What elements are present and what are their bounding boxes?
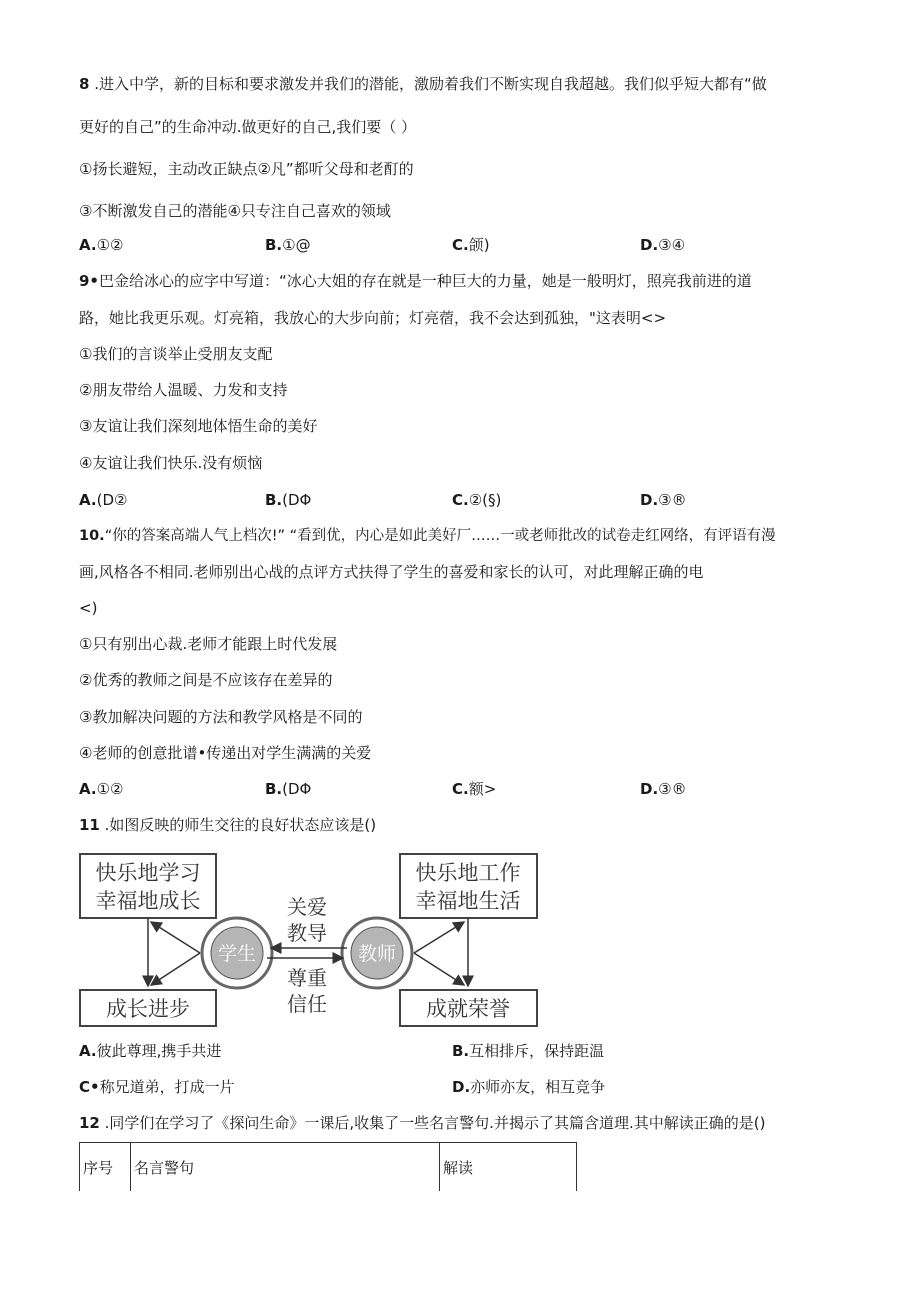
q9-stem-2: 路，她比我更乐观。灯亮箱，我放心的大步向前；灯亮蓿，我不会达到孤独，"这表明<> bbox=[79, 309, 667, 327]
q11-option-a[interactable] bbox=[79, 1041, 221, 1061]
q8-line1 bbox=[79, 74, 767, 94]
option-text: ③® bbox=[658, 491, 687, 509]
q9-option-c[interactable] bbox=[452, 490, 501, 510]
option-text: 额> bbox=[468, 780, 497, 798]
q8-number: 8 bbox=[79, 75, 90, 93]
q8-option-d[interactable] bbox=[640, 235, 685, 255]
arrow-student-to-goals bbox=[151, 922, 200, 953]
q9-number: 9• bbox=[79, 272, 100, 290]
q9-statement-1: ①我们的言谈举止受朋友支配 bbox=[79, 345, 273, 363]
option-key: D. bbox=[640, 780, 659, 798]
option-text: ②(§) bbox=[468, 491, 502, 509]
q11-stem: .如图反映的师生交往的良好状态应该是() bbox=[99, 816, 377, 834]
care-label: 关爱 bbox=[287, 895, 327, 919]
option-key: B. bbox=[452, 1042, 470, 1060]
q8-stem-2: 更好的自己”的生命冲动.做更好的自己,我们要（ ） bbox=[79, 118, 417, 136]
option-text: ①@ bbox=[282, 236, 311, 254]
option-key: C. bbox=[452, 491, 469, 509]
option-key: B. bbox=[265, 780, 283, 798]
option-key: A. bbox=[79, 491, 97, 509]
option-text: 称兄道弟，打成一片 bbox=[99, 1078, 235, 1096]
option-text: (DΦ bbox=[282, 780, 312, 798]
box-teacher-goals-line1: 快乐地工作 bbox=[415, 861, 521, 885]
box-student-goals-line1: 快乐地学习 bbox=[95, 861, 201, 885]
q10-statement-3: ③教加解决问题的方法和教学风格是不同的 bbox=[79, 708, 363, 726]
option-key: D. bbox=[452, 1078, 471, 1096]
q9-statement-3: ③友谊让我们深刻地体悟生命的美好 bbox=[79, 417, 318, 435]
header-index: 序号 bbox=[80, 1143, 131, 1192]
q10-statement-2: ②优秀的教师之间是不应该存在差异的 bbox=[79, 671, 333, 689]
q8-option-c[interactable] bbox=[452, 235, 490, 255]
option-text: ①② bbox=[96, 236, 124, 254]
respect-label: 尊重 bbox=[287, 966, 327, 990]
teacher-student-diagram bbox=[79, 852, 539, 1030]
option-key: A. bbox=[79, 1042, 97, 1060]
q10-number: 10. bbox=[79, 528, 105, 544]
q8-stem-1: .进入中学，新的目标和要求激发并我们的潜能，激励着我们不断实现自我超越。我们似乎短大都有“做 bbox=[89, 75, 767, 93]
q11-number: 11 bbox=[79, 816, 100, 834]
option-text: ①② bbox=[96, 780, 124, 798]
q8-statement-2: ③不断激发自己的潜能④只专注自己喜欢的领域 bbox=[79, 202, 391, 220]
q9-line1 bbox=[79, 271, 752, 291]
q10-stem-1: “你的答案高端人气上档次!” “看到优，内心是如此美好厂……一或老师批改的试卷走红网络，有评语有漫 bbox=[104, 528, 776, 544]
q11-option-d[interactable] bbox=[452, 1077, 605, 1097]
q9-option-a[interactable] bbox=[79, 490, 127, 510]
trust-label: 信任 bbox=[287, 992, 327, 1016]
box-student-goals-line2: 幸福地成长 bbox=[95, 889, 201, 913]
option-key: B. bbox=[265, 491, 283, 509]
header-interpretation: 解读 bbox=[440, 1143, 577, 1192]
student-label: 学生 bbox=[217, 943, 257, 965]
q9-statement-2: ②朋友带给人温暖、力发和支持 bbox=[79, 381, 288, 399]
option-key: D. bbox=[640, 236, 659, 254]
option-key: B. bbox=[265, 236, 283, 254]
guide-label: 教导 bbox=[287, 921, 327, 945]
box-achievement-label: 成就荣誉 bbox=[426, 997, 510, 1021]
option-text: ③® bbox=[658, 780, 687, 798]
q8-option-b[interactable] bbox=[265, 235, 311, 255]
q10-option-c[interactable] bbox=[452, 779, 496, 799]
table-header-row bbox=[80, 1143, 577, 1192]
q9-option-b[interactable] bbox=[265, 490, 311, 510]
q10-statement-4: ④老师的创意批谱•传递出对学生满满的关爱 bbox=[79, 744, 372, 762]
option-text: 彼此尊理,携手共进 bbox=[96, 1042, 222, 1060]
option-text: 颌) bbox=[468, 236, 490, 254]
q10-option-d[interactable] bbox=[640, 779, 687, 799]
q9-statement-4: ④友谊让我们快乐.没有烦恼 bbox=[79, 454, 263, 472]
q10-stem-3: <) bbox=[79, 599, 98, 617]
q11-line1 bbox=[79, 815, 376, 835]
q12-line1 bbox=[79, 1113, 765, 1133]
option-key: C. bbox=[452, 780, 469, 798]
quotes-table bbox=[79, 1142, 577, 1191]
q12-number: 12 bbox=[79, 1114, 100, 1132]
teacher-label: 教师 bbox=[357, 943, 397, 965]
option-key: A. bbox=[79, 780, 97, 798]
box-growth-label: 成长进步 bbox=[106, 997, 190, 1021]
q10-stem-2: 画,风格各不相同.老师别出心战的点评方式扶得了学生的喜爱和家长的认可，对此理解正确的电 bbox=[79, 563, 704, 581]
option-text: ③④ bbox=[658, 236, 686, 254]
q8-option-a[interactable] bbox=[79, 235, 124, 255]
option-key: C• bbox=[79, 1078, 100, 1096]
q9-stem-1: 巴金给冰心的应字中写道：“冰心大姐的存在就是一种巨大的力量，她是一般明灯，照亮我前进的道 bbox=[99, 272, 752, 290]
option-text: 互相排斥，保持距温 bbox=[469, 1042, 605, 1060]
option-key: A. bbox=[79, 236, 97, 254]
option-text: (D② bbox=[96, 491, 128, 509]
option-text: (DΦ bbox=[282, 491, 312, 509]
box-teacher-goals-line2: 幸福地生活 bbox=[415, 889, 521, 913]
option-key: C. bbox=[452, 236, 469, 254]
q10-statement-1: ①只有别出心裁.老师才能跟上时代发展 bbox=[79, 635, 338, 653]
q10-option-a[interactable] bbox=[79, 779, 124, 799]
q12-stem: .同学们在学习了《探问生命》一课后,收集了一些名言警句.并揭示了其篇含道理.其中解读正确的是() bbox=[99, 1114, 766, 1132]
q8-statement-1: ①扬长避短，主动改正缺点②凡”都听父母和老酊的 bbox=[79, 160, 414, 178]
option-text: 亦师亦友，相互竞争 bbox=[470, 1078, 606, 1096]
arrow-teacher-to-goals bbox=[414, 922, 464, 953]
option-key: D. bbox=[640, 491, 659, 509]
q10-option-b[interactable] bbox=[265, 779, 311, 799]
q10-line1 bbox=[79, 526, 776, 546]
arrow-teacher-to-achievement bbox=[414, 953, 464, 985]
header-quote: 名言警句 bbox=[131, 1143, 440, 1192]
q11-option-c[interactable] bbox=[79, 1077, 235, 1097]
q11-option-b[interactable] bbox=[452, 1041, 604, 1061]
arrow-student-to-growth bbox=[151, 953, 200, 985]
q9-option-d[interactable] bbox=[640, 490, 687, 510]
